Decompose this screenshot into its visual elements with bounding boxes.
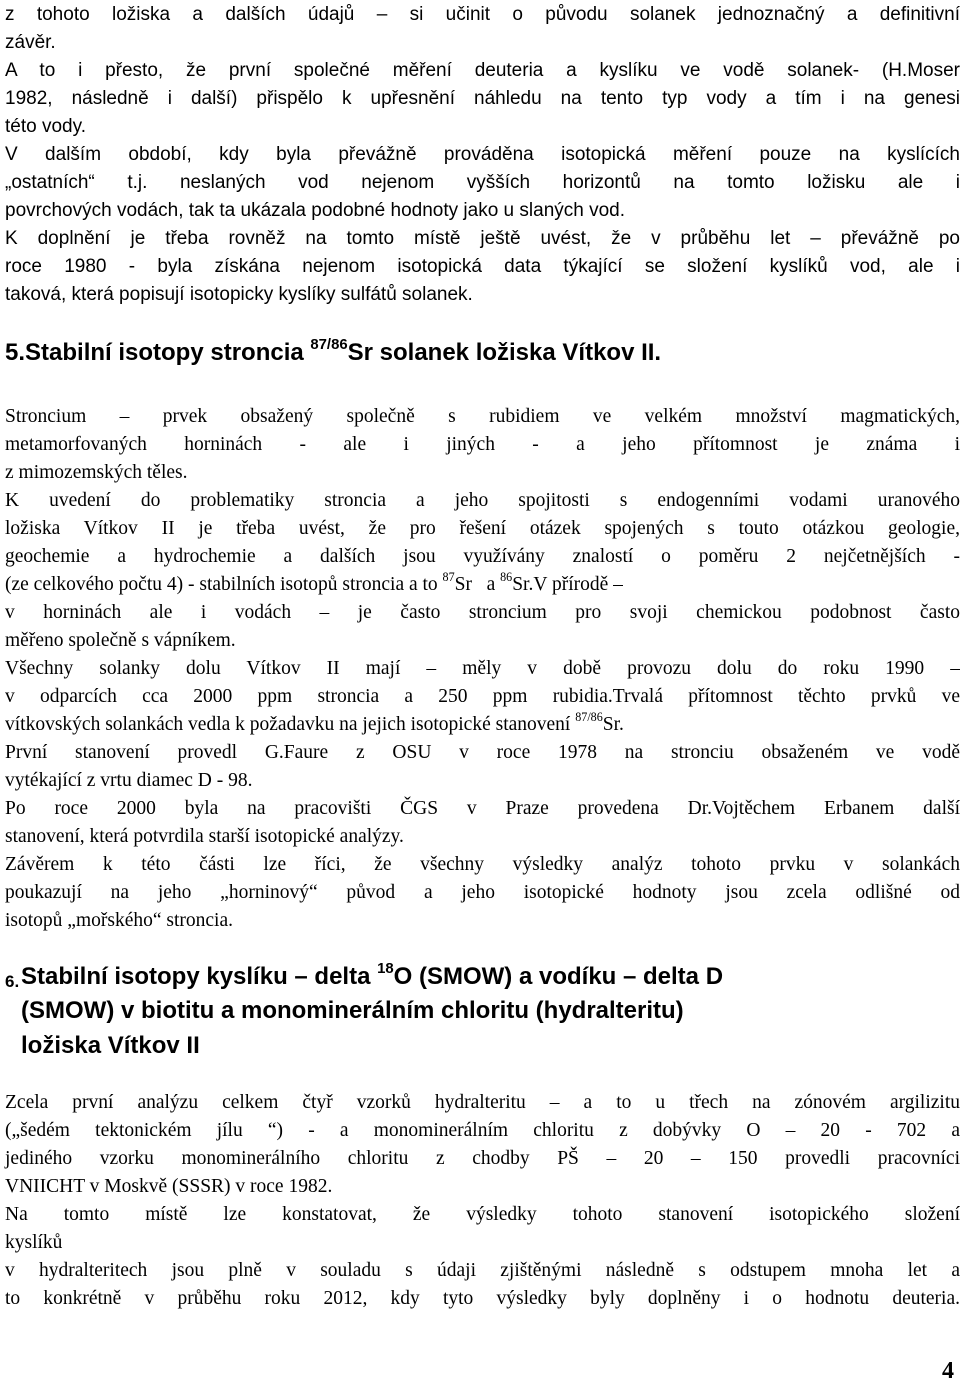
paragraph-line: Závěrem k této části lze říci, že všechny výsledky analýz tohoto prvku v solankách [5,854,960,875]
paragraph-line: metamorfovaných horninách - ale i jiných - a jeho přítomnost je známa i [5,434,960,455]
paragraph-line [5,569,960,597]
paragraph-line: vytékající z vrtu diamec D - 98. [5,770,253,791]
isotope-superscript: 86 [500,569,513,584]
section-heading-6 [21,962,723,995]
paragraph-line: taková, která popisují isotopicky kyslíky sulfátů solanek. [5,284,473,305]
paragraph-line: Zcela první analýzu celkem čtyř vzorků hydralteritu – a to u třech na zónovém argilizitu [5,1092,960,1113]
paragraph-line: v horninách ale i vodách – je často stroncium pro svoji chemickou podobnost často [5,602,960,623]
section-heading-6-line: (SMOW) v biotitu a monominerálním chloritu (hydralteritu) [21,997,684,1024]
paragraph-line: „ostatních“ t.j. neslaných vod nejenom vyšších horizontů na tomto ložisku ale i [5,172,960,193]
paragraph-line: jediného vzorku monominerálního chloritu z chodby PŠ – 20 – 150 provedli pracovníci [5,1148,960,1169]
paragraph-line: kyslíků [5,1232,63,1253]
paragraph-line [5,709,960,737]
paragraph-line: závěr. [5,32,56,53]
paragraph-line: stanovení, která potvrdila starší isotopické analýzy. [5,826,404,847]
heading-text: O (SMOW) a vodíku – delta D [393,963,724,990]
section-heading-5 [5,338,661,371]
heading-text: Sr solanek ložiska Vítkov II. [347,339,662,366]
paragraph-line: v odparcích cca 2000 ppm stroncia a 250 ppm rubidia.Trvalá přítomnost těchto prvků ve [5,686,960,707]
isotope-superscript: 87/86 [575,709,603,724]
section-heading-6-line: ložiska Vítkov II [21,1032,200,1059]
text-run: vítkovských solankách vedla k požadavku na jejich isotopické stanovení [5,714,576,735]
paragraph-line: Stroncium – prvek obsažený společně s rubidiem ve velkém množství magmatických, [5,406,960,427]
section-number-6: 6. [5,972,20,991]
text-run: Sr.V přírodě – [512,574,623,595]
paragraph-line: geochemie a hydrochemie a dalších jsou využívány znalostí o poměru 2 nejčetnějších - [5,546,960,567]
paragraph-line: K uvedení do problematiky stroncia a jeho spojitosti s endogenními vodami uranového [5,490,960,511]
paragraph-line: Po roce 2000 byla na pracovišti ČGS v Praze provedena Dr.Vojtěchem Erbanem další [5,798,960,819]
paragraph-line: K doplnění je třeba rovněž na tomto místě ještě uvést, že v průběhu let – převážně po [5,228,960,249]
isotope-superscript: 87/86 [310,336,348,353]
paragraph-line: měřeno společně s vápníkem. [5,630,236,651]
paragraph-line: poukazují na jeho „horninový“ původ a jeho isotopické hodnoty jsou zcela odlišné od [5,882,960,903]
heading-text: Stabilní isotopy kyslíku – delta [21,963,378,990]
paragraph-line: V dalším období, kdy byla převážně prováděna isotopická měření pouze na kyslících [5,144,960,165]
paragraph-line: ložiska Vítkov II je třeba uvést, že pro řešení otázek spojených s touto otázkou geologie, [5,518,960,539]
paragraph-line: roce 1980 - byla získána nejenom isotopická data týkající se složení kyslíků vod, ale i [5,256,960,277]
paragraph-line: VNIICHT v Moskvě (SSSR) v roce 1982. [5,1176,333,1197]
paragraph-line: Všechny solanky dolu Vítkov II mají – měly v době provozu dolu do roku 1990 – [5,658,960,679]
page-number: 4 [942,1358,954,1384]
paragraph-line: A to i přesto, že první společné měření deuteria a kyslíku ve vodě solanek- (H.Moser [5,60,960,81]
paragraph-line: První stanovení provedl G.Faure z OSU v roce 1978 na stronciu obsaženém ve vodě [5,742,960,763]
isotope-superscript: 18 [377,960,394,977]
paragraph-line: („šedém tektonickém jílu “) - a monominerálním chloritu z dobývky O – 20 - 702 a [5,1120,960,1141]
paragraph-line: z tohoto ložiska a dalších údajů – si učinit o původu solanek jednoznačný a definitivní [5,4,960,25]
paragraph-line: to konkrétně v průběhu roku 2012, kdy tyto výsledky byly doplněny i o hodnotu deuteria. [5,1288,960,1309]
paragraph-line: této vody. [5,116,86,137]
heading-text: 5.Stabilní isotopy stroncia [5,339,311,366]
paragraph-line: v hydralteritech jsou plně v souladu s údaji zjištěnými následně s odstupem mnoha let a [5,1260,960,1281]
text-run: Sr. [602,714,624,735]
paragraph-line: z mimozemských těles. [5,462,188,483]
isotope-superscript: 87 [442,569,455,584]
text-run: Sr a [454,574,501,595]
paragraph-line: isotopů „mořského“ stroncia. [5,910,233,931]
paragraph-line: Na tomto místě lze konstatovat, že výsledky tohoto stanovení isotopického složení [5,1204,960,1225]
paragraph-line: povrchových vodách, tak ta ukázala podobné hodnoty jako u slaných vod. [5,200,626,221]
text-run: (ze celkového počtu 4) - stabilních isotopů stroncia a to [5,574,443,595]
paragraph-line: 1982, následně i další) přispělo k upřesnění náhledu na tento typ vody a tím i na genesi [5,88,960,109]
